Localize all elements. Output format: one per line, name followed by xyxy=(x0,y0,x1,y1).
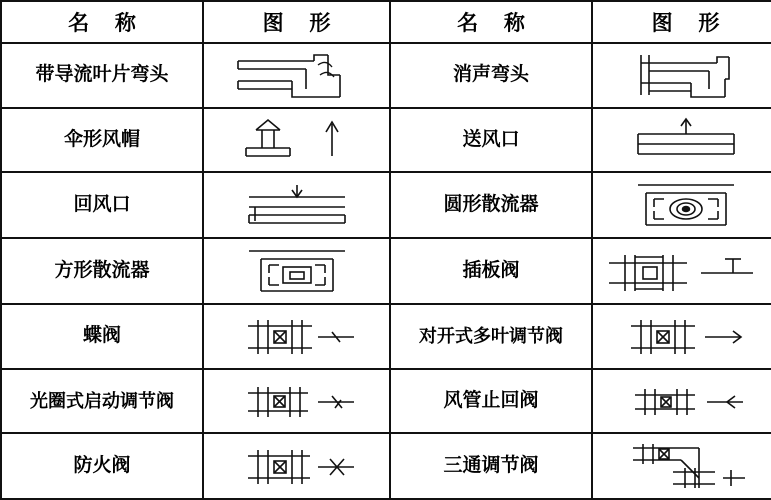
butterfly-valve-symbol xyxy=(203,304,390,369)
symbol-name: 光圈式启动调节阀 xyxy=(1,369,203,434)
table-row xyxy=(1,304,771,369)
symbol-name: 插板阀 xyxy=(390,238,592,304)
symbol-name: 消声弯头 xyxy=(390,43,592,108)
symbol-name: 圆形散流器 xyxy=(390,172,592,238)
symbol-name: 蝶阀 xyxy=(1,304,203,369)
table-row xyxy=(1,238,771,304)
duct-check-valve-symbol xyxy=(592,369,771,434)
guide-vane-elbow-symbol xyxy=(203,43,390,108)
symbol-name: 带导流叶片弯头 xyxy=(1,43,203,108)
table-row xyxy=(1,108,771,173)
table-header xyxy=(1,1,771,43)
symbol-name: 送风口 xyxy=(390,108,592,173)
round-diffuser-symbol xyxy=(592,172,771,238)
symbol-name: 回风口 xyxy=(1,172,203,238)
umbrella-cowl-symbol xyxy=(203,108,390,173)
table-row xyxy=(1,433,771,499)
table-row xyxy=(1,172,771,238)
supply-air-outlet-symbol xyxy=(592,108,771,173)
table-body xyxy=(1,43,771,499)
header-symbol-left: 图 形 xyxy=(203,1,390,43)
opposed-blade-damper-symbol xyxy=(592,304,771,369)
symbol-name: 对开式多叶调节阀 xyxy=(390,304,592,369)
table-row xyxy=(1,369,771,434)
symbol-name: 方形散流器 xyxy=(1,238,203,304)
silencer-elbow-symbol xyxy=(592,43,771,108)
symbol-name: 风管止回阀 xyxy=(390,369,592,434)
three-way-damper-symbol xyxy=(592,433,771,499)
fire-damper-symbol xyxy=(203,433,390,499)
slide-gate-valve-symbol xyxy=(592,238,771,304)
symbol-name: 伞形风帽 xyxy=(1,108,203,173)
symbol-name: 三通调节阀 xyxy=(390,433,592,499)
header-name-left: 名 称 xyxy=(1,1,203,43)
iris-damper-symbol xyxy=(203,369,390,434)
table-row xyxy=(1,43,771,108)
symbol-name: 防火阀 xyxy=(1,433,203,499)
square-diffuser-symbol xyxy=(203,238,390,304)
return-air-inlet-symbol xyxy=(203,172,390,238)
header-row xyxy=(1,1,771,43)
header-symbol-right: 图 形 xyxy=(592,1,771,43)
header-name-right: 名 称 xyxy=(390,1,592,43)
